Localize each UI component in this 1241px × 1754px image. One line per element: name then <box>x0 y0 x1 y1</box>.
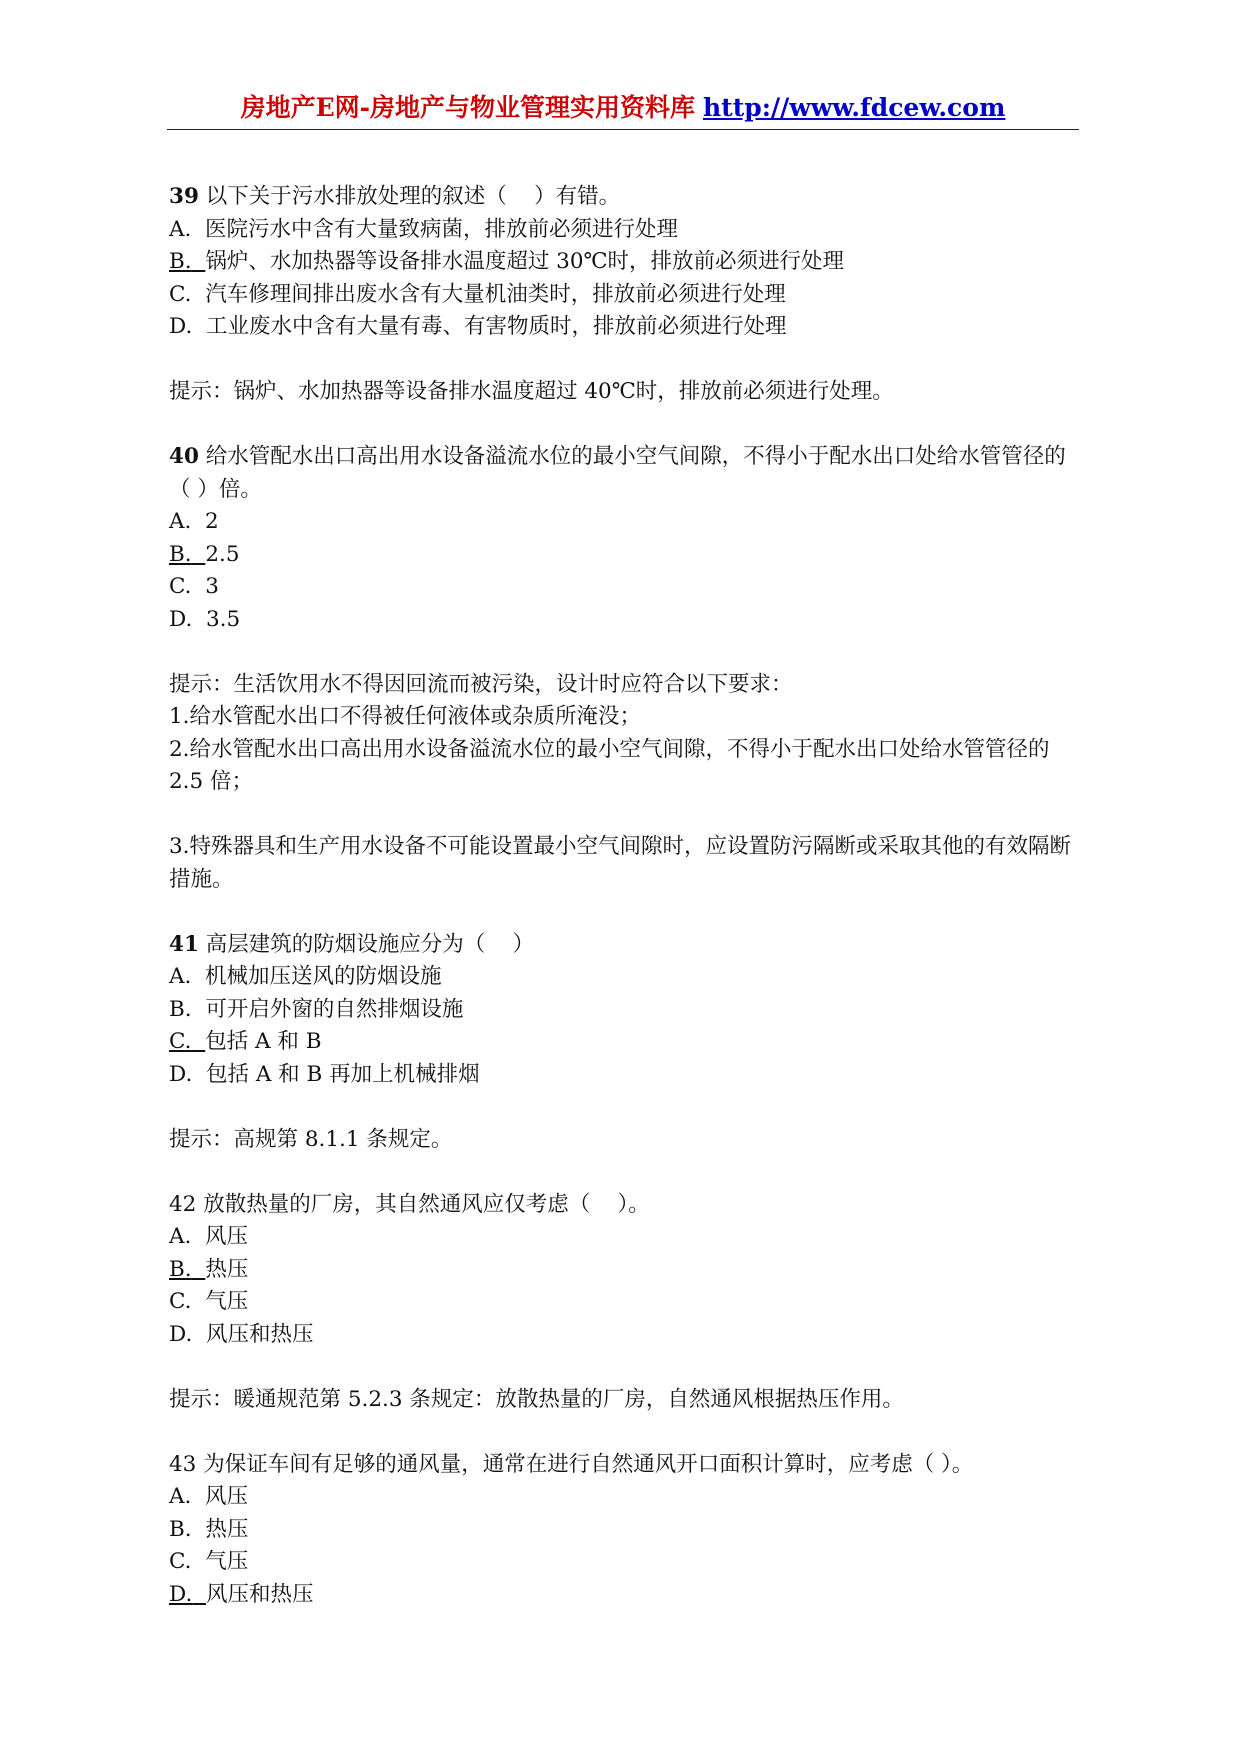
option-d: D. 包括 A 和 B 再加上机械排烟 <box>169 1061 480 1087</box>
question-text: 给水管配水出口高出用水设备溢流水位的最小空气间隙，不得小于配水出口处给水管管径的（ ）倍。 <box>169 444 1066 502</box>
question-43-stem <box>169 1449 1079 1482</box>
option-d: D. 3.5 <box>169 606 241 632</box>
option-c: C. 汽车修理间排出废水含有大量机油类时，排放前必须进行处理 <box>169 281 786 307</box>
question-text: 以下关于污水排放处理的叙述（ ）有错。 <box>205 184 621 209</box>
option-b-answer: B. 2.5 <box>169 541 240 567</box>
document-body <box>169 181 1079 1611</box>
page-header <box>167 92 1079 132</box>
option-b-answer: B. 锅炉、水加热器等设备排水温度超过 30℃时，排放前必须进行处理 <box>169 249 845 274</box>
option-c: C. 气压 <box>169 1289 249 1314</box>
option-c: C. 3 <box>169 574 219 599</box>
question-number: 40 <box>169 444 199 469</box>
option-c: C. 气压 <box>169 1549 249 1574</box>
question-text: 放散热量的厂房，其自然通风应仅考虑（ ）。 <box>203 1191 650 1217</box>
question-41-stem <box>169 929 1079 962</box>
option-a: A. 风压 <box>169 1484 249 1509</box>
site-title: 房地产E网-房地产与物业管理实用资料库 <box>240 93 696 122</box>
option-c-answer: C. 包括 A 和 B <box>169 1029 322 1054</box>
question-number: 39 <box>169 184 199 209</box>
question-39-hint: 提示：锅炉、水加热器等设备排水温度超过 40℃时，排放前必须进行处理。 <box>169 379 894 404</box>
question-number: 43 <box>169 1451 197 1477</box>
question-41-hint: 提示：高规第 8.1.1 条规定。 <box>169 1126 453 1152</box>
option-b: B. 热压 <box>169 1516 249 1542</box>
option-d-answer: D. 风压和热压 <box>169 1581 314 1607</box>
question-number: 42 <box>169 1191 197 1217</box>
question-39-stem <box>169 181 1079 214</box>
question-42-hint: 提示：暖通规范第 5.2.3 条规定：放散热量的厂房，自然通风根据热压作用。 <box>169 1386 904 1412</box>
question-number: 41 <box>169 931 199 957</box>
question-40-hint: 提示：生活饮用水不得因回流而被污染，设计时应符合以下要求： <box>169 671 793 697</box>
hint-item-1: 1.给水管配水出口不得被任何液体或杂质所淹没； <box>169 704 642 729</box>
option-d: D. 风压和热压 <box>169 1321 314 1347</box>
site-url-link[interactable]: http://www.fdcew.com <box>702 93 1006 122</box>
option-a: A. 2 <box>169 509 219 534</box>
question-text: 高层建筑的防烟设施应分为（ ） <box>205 931 535 957</box>
question-42-stem <box>169 1189 1079 1222</box>
option-b: B. 可开启外窗的自然排烟设施 <box>169 996 464 1022</box>
option-a: A. 风压 <box>169 1224 249 1249</box>
option-b-answer: B. 热压 <box>169 1256 249 1282</box>
hint-item-2: 2.给水管配水出口高出用水设备溢流水位的最小空气间隙，不得小于配水出口处给水管管径的 2.5 倍； <box>169 736 1050 794</box>
question-text: 为保证车间有足够的通风量，通常在进行自然通风开口面积计算时，应考虑（ ）。 <box>203 1451 974 1477</box>
option-d: D. 工业废水中含有大量有毒、有害物质时，排放前必须进行处理 <box>169 314 787 339</box>
header-divider <box>167 129 1079 130</box>
question-40-stem <box>169 441 1079 506</box>
option-a: A. 医院污水中含有大量致病菌，排放前必须进行处理 <box>169 216 679 242</box>
hint-item-3: 3.特殊器具和生产用水设备不可能设置最小空气间隙时，应设置防污隔断或采取其他的有效隔断措施。 <box>169 834 1072 892</box>
option-a: A. 机械加压送风的防烟设施 <box>169 964 442 989</box>
